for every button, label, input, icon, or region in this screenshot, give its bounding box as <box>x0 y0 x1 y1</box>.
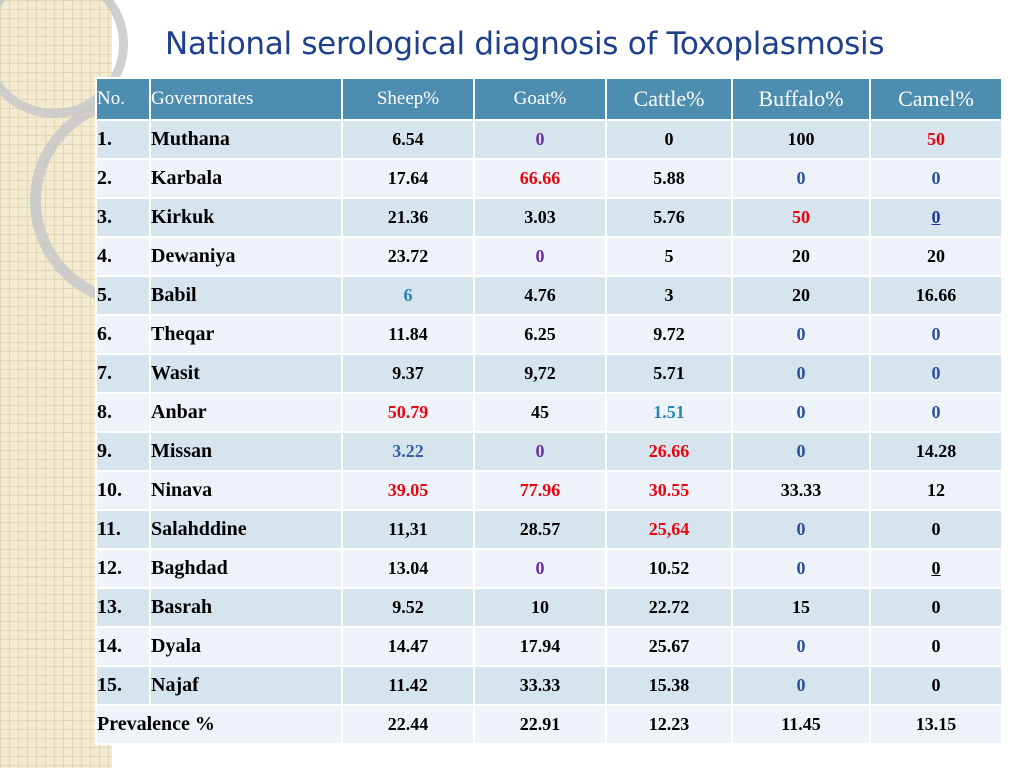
table-row <box>96 276 1002 315</box>
header-cattle: Cattle% <box>606 78 732 120</box>
sheep-value: 9.52 <box>342 588 474 627</box>
header-buffalo: Buffalo% <box>732 78 870 120</box>
cattle-value: 3 <box>606 276 732 315</box>
buffalo-value: 50 <box>732 198 870 237</box>
serology-table <box>95 77 1003 745</box>
buffalo-value: 0 <box>732 159 870 198</box>
goat-value: 0 <box>474 549 606 588</box>
table-row <box>96 315 1002 354</box>
camel-value: 0 <box>870 354 1002 393</box>
governorate-name: Baghdad <box>150 549 342 588</box>
cattle-value: 5.76 <box>606 198 732 237</box>
governorate-name: Salahddine <box>150 510 342 549</box>
governorate-name: Dyala <box>150 627 342 666</box>
camel-value: 14.28 <box>870 432 1002 471</box>
table-row <box>96 510 1002 549</box>
buffalo-value: 0 <box>732 510 870 549</box>
table-row <box>96 159 1002 198</box>
camel-value: 12 <box>870 471 1002 510</box>
table-row <box>96 198 1002 237</box>
table-row <box>96 237 1002 276</box>
buffalo-value: 0 <box>732 354 870 393</box>
sheep-value: 39.05 <box>342 471 474 510</box>
row-number: 4. <box>96 237 150 276</box>
row-number: 8. <box>96 393 150 432</box>
goat-value: 17.94 <box>474 627 606 666</box>
governorate-name: Najaf <box>150 666 342 705</box>
row-number: 3. <box>96 198 150 237</box>
row-number: 15. <box>96 666 150 705</box>
table-row <box>96 666 1002 705</box>
goat-value: 77.96 <box>474 471 606 510</box>
governorate-name: Missan <box>150 432 342 471</box>
cattle-value: 15.38 <box>606 666 732 705</box>
governorate-name: Karbala <box>150 159 342 198</box>
sheep-value: 50.79 <box>342 393 474 432</box>
table-row <box>96 588 1002 627</box>
sheep-value: 23.72 <box>342 237 474 276</box>
cattle-value: 26.66 <box>606 432 732 471</box>
cattle-value: 5.71 <box>606 354 732 393</box>
cattle-value: 25.67 <box>606 627 732 666</box>
row-number: 7. <box>96 354 150 393</box>
cattle-value: 25,64 <box>606 510 732 549</box>
goat-value: 0 <box>474 237 606 276</box>
sheep-value: 6.54 <box>342 120 474 159</box>
cattle-prevalence: 12.23 <box>606 705 732 744</box>
buffalo-value: 0 <box>732 315 870 354</box>
table-row <box>96 393 1002 432</box>
table-header-row <box>96 78 1002 120</box>
row-number: 14. <box>96 627 150 666</box>
cattle-value: 9.72 <box>606 315 732 354</box>
buffalo-value: 0 <box>732 666 870 705</box>
camel-value: 0 <box>870 315 1002 354</box>
cattle-value: 5 <box>606 237 732 276</box>
governorate-name: Dewaniya <box>150 237 342 276</box>
sheep-value: 14.47 <box>342 627 474 666</box>
sheep-value: 6 <box>342 276 474 315</box>
sheep-value: 13.04 <box>342 549 474 588</box>
goat-value: 45 <box>474 393 606 432</box>
table-row <box>96 354 1002 393</box>
goat-value: 4.76 <box>474 276 606 315</box>
sheep-value: 11.84 <box>342 315 474 354</box>
cattle-value: 1.51 <box>606 393 732 432</box>
row-number: 10. <box>96 471 150 510</box>
table-row <box>96 120 1002 159</box>
camel-value: 20 <box>870 237 1002 276</box>
camel-value: 0 <box>870 393 1002 432</box>
buffalo-value: 20 <box>732 237 870 276</box>
camel-value: 0 <box>870 198 1002 237</box>
camel-value: 0 <box>870 627 1002 666</box>
cattle-value: 10.52 <box>606 549 732 588</box>
sheep-value: 21.36 <box>342 198 474 237</box>
header-goat: Goat% <box>474 78 606 120</box>
governorate-name: Anbar <box>150 393 342 432</box>
camel-value: 0 <box>870 159 1002 198</box>
table-row <box>96 627 1002 666</box>
row-number: 5. <box>96 276 150 315</box>
governorate-name: Wasit <box>150 354 342 393</box>
goat-value: 3.03 <box>474 198 606 237</box>
cattle-value: 30.55 <box>606 471 732 510</box>
sheep-value: 11,31 <box>342 510 474 549</box>
camel-prevalence: 13.15 <box>870 705 1002 744</box>
goat-value: 0 <box>474 432 606 471</box>
row-number: 12. <box>96 549 150 588</box>
buffalo-value: 20 <box>732 276 870 315</box>
cattle-value: 22.72 <box>606 588 732 627</box>
header-sheep: Sheep% <box>342 78 474 120</box>
goat-value: 10 <box>474 588 606 627</box>
governorate-name: Babil <box>150 276 342 315</box>
table-row <box>96 549 1002 588</box>
sheep-value: 11.42 <box>342 666 474 705</box>
goat-value: 33.33 <box>474 666 606 705</box>
buffalo-value: 100 <box>732 120 870 159</box>
header-governorates: Governorates <box>150 78 342 120</box>
prevalence-label: Prevalence % <box>96 705 342 744</box>
goat-value: 0 <box>474 120 606 159</box>
camel-value: 0 <box>870 549 1002 588</box>
buffalo-prevalence: 11.45 <box>732 705 870 744</box>
prevalence-row <box>96 705 1002 744</box>
governorate-name: Theqar <box>150 315 342 354</box>
camel-value: 16.66 <box>870 276 1002 315</box>
goat-value: 66.66 <box>474 159 606 198</box>
row-number: 1. <box>96 120 150 159</box>
camel-value: 50 <box>870 120 1002 159</box>
row-number: 6. <box>96 315 150 354</box>
buffalo-value: 15 <box>732 588 870 627</box>
row-number: 13. <box>96 588 150 627</box>
camel-value: 0 <box>870 588 1002 627</box>
sheep-value: 3.22 <box>342 432 474 471</box>
goat-value: 9,72 <box>474 354 606 393</box>
buffalo-value: 33.33 <box>732 471 870 510</box>
header-no: No. <box>96 78 150 120</box>
goat-prevalence: 22.91 <box>474 705 606 744</box>
sheep-value: 9.37 <box>342 354 474 393</box>
row-number: 9. <box>96 432 150 471</box>
camel-value: 0 <box>870 510 1002 549</box>
slide-title: National serological diagnosis of Toxoplasmosis <box>165 26 885 62</box>
buffalo-value: 0 <box>732 627 870 666</box>
governorate-name: Ninava <box>150 471 342 510</box>
buffalo-value: 0 <box>732 432 870 471</box>
table-row <box>96 471 1002 510</box>
camel-value: 0 <box>870 666 1002 705</box>
cattle-value: 0 <box>606 120 732 159</box>
governorate-name: Muthana <box>150 120 342 159</box>
goat-value: 6.25 <box>474 315 606 354</box>
sheep-value: 17.64 <box>342 159 474 198</box>
row-number: 11. <box>96 510 150 549</box>
sheep-prevalence: 22.44 <box>342 705 474 744</box>
goat-value: 28.57 <box>474 510 606 549</box>
header-camel: Camel% <box>870 78 1002 120</box>
governorate-name: Basrah <box>150 588 342 627</box>
buffalo-value: 0 <box>732 393 870 432</box>
governorate-name: Kirkuk <box>150 198 342 237</box>
cattle-value: 5.88 <box>606 159 732 198</box>
table-row <box>96 432 1002 471</box>
row-number: 2. <box>96 159 150 198</box>
buffalo-value: 0 <box>732 549 870 588</box>
